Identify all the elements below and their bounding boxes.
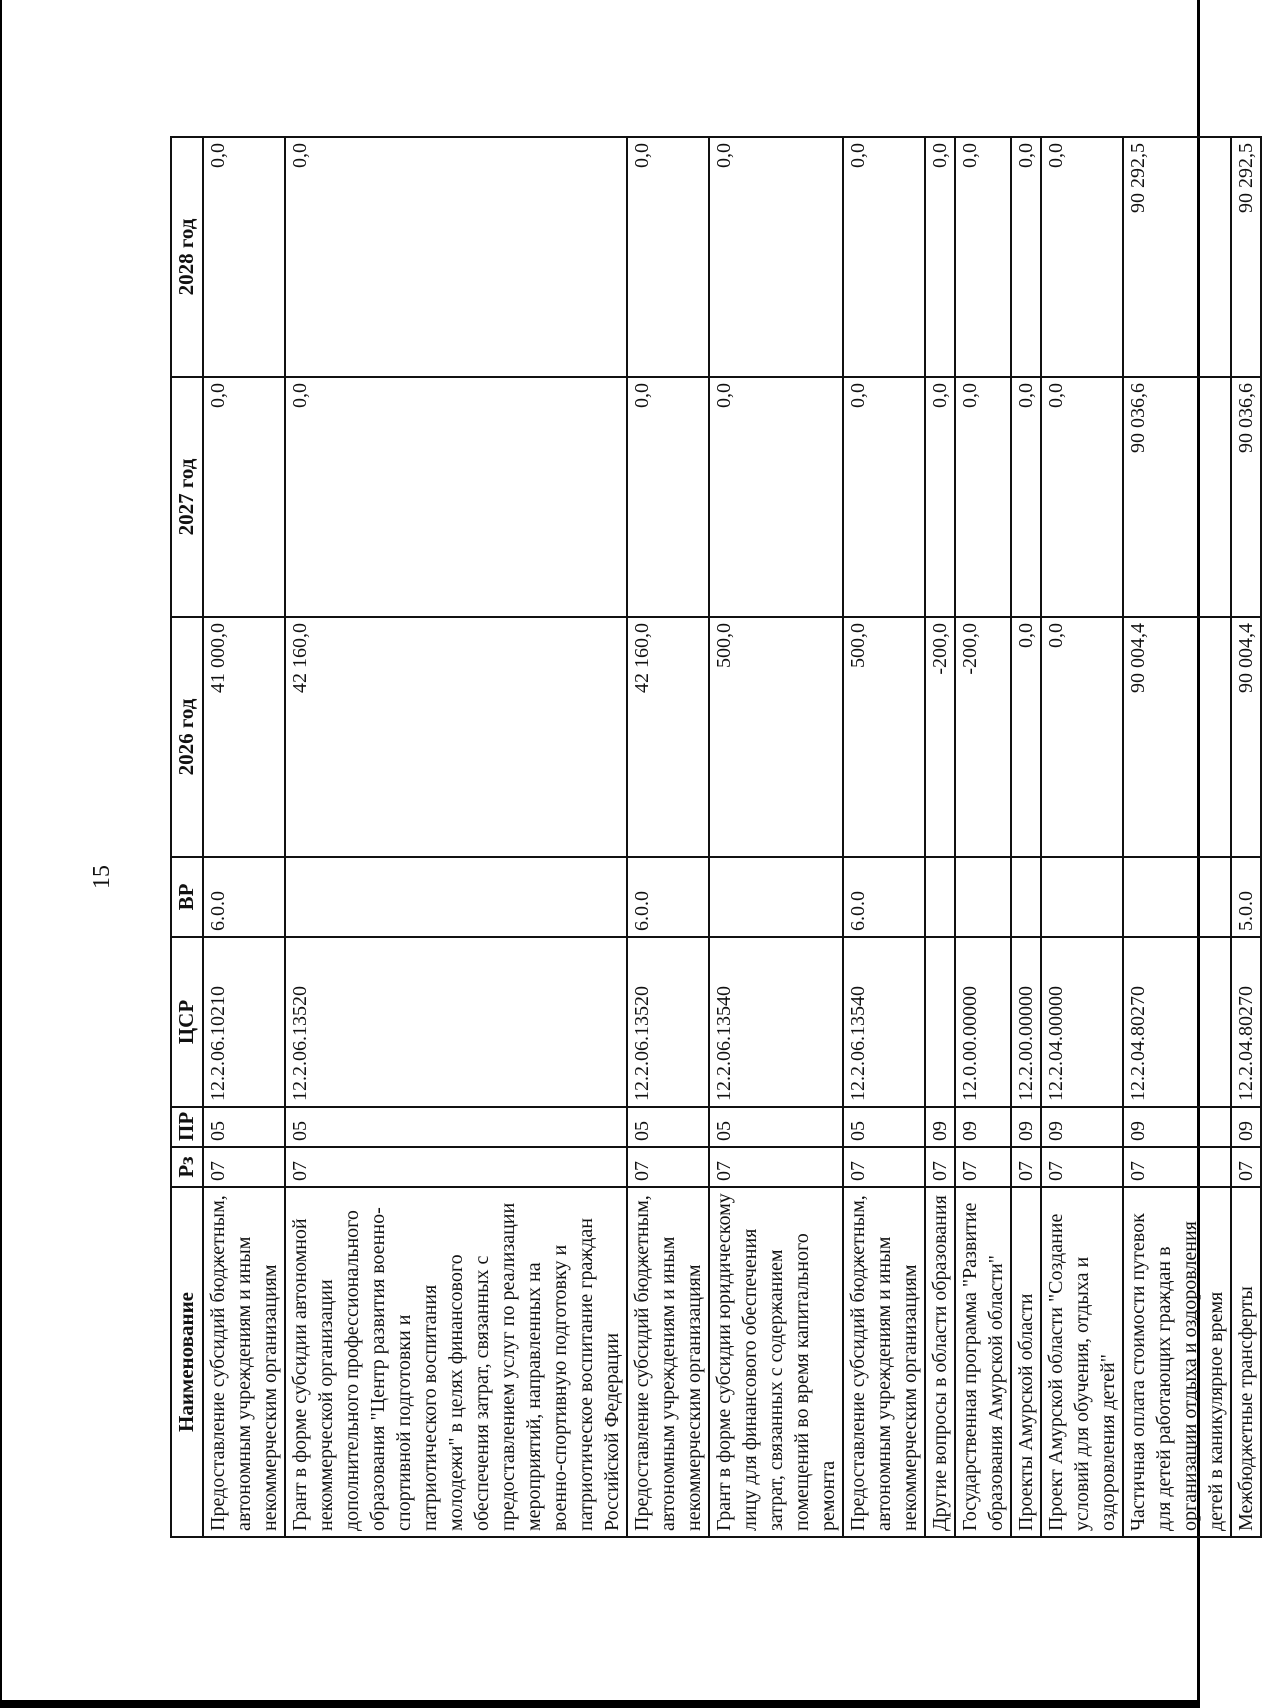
cell-2027: 0,0	[709, 377, 843, 617]
cell-2028: 90 292,5	[1123, 137, 1231, 377]
cell-rz: 07	[925, 1147, 955, 1187]
header-2027: 2027 год	[171, 377, 203, 617]
table-row	[285, 137, 627, 1537]
cell-name: Предоставление субсидий бюджетным, автономным учреждениям и иным некоммерческим организациям	[627, 1187, 709, 1537]
cell-rz: 07	[1123, 1147, 1231, 1187]
cell-vr: 6.0.0	[627, 857, 709, 937]
cell-csr: 12.2.06.10210	[203, 937, 285, 1107]
table-row	[709, 137, 843, 1537]
table-row	[843, 137, 925, 1537]
cell-csr: 12.2.06.13540	[843, 937, 925, 1107]
cell-2028: 0,0	[203, 137, 285, 377]
cell-2026: -200,0	[925, 617, 955, 857]
cell-2027: 0,0	[843, 377, 925, 617]
cell-rz: 07	[1231, 1147, 1261, 1187]
cell-vr	[1011, 857, 1041, 937]
cell-rz: 07	[709, 1147, 843, 1187]
table-row	[925, 137, 955, 1537]
cell-vr	[955, 857, 1011, 937]
header-pr: ПР	[171, 1107, 203, 1147]
cell-rz: 07	[627, 1147, 709, 1187]
cell-csr: 12.2.06.13520	[285, 937, 627, 1107]
cell-csr: 12.2.06.13520	[627, 937, 709, 1107]
cell-name: Предоставление субсидий бюджетным, автономным учреждениям и иным некоммерческим организациям	[843, 1187, 925, 1537]
cell-2026: 500,0	[709, 617, 843, 857]
cell-pr: 05	[627, 1107, 709, 1147]
cell-pr: 09	[1231, 1107, 1261, 1147]
cell-2027: 0,0	[1011, 377, 1041, 617]
cell-csr: 12.2.04.80270	[1123, 937, 1231, 1107]
cell-2026: 500,0	[843, 617, 925, 857]
cell-rz: 07	[1011, 1147, 1041, 1187]
cell-rz: 07	[203, 1147, 285, 1187]
cell-name: Проект Амурской области "Создание условий для обучения, отдыха и оздоровления детей"	[1041, 1187, 1123, 1537]
cell-2027: 0,0	[627, 377, 709, 617]
header-vr: ВР	[171, 857, 203, 937]
cell-pr: 09	[1123, 1107, 1231, 1147]
cell-rz: 07	[843, 1147, 925, 1187]
header-csr: ЦСР	[171, 937, 203, 1107]
cell-2026: 0,0	[1041, 617, 1123, 857]
page-number: 15	[89, 865, 115, 889]
cell-2028: 90 292,5	[1231, 137, 1261, 377]
cell-2026: 42 160,0	[285, 617, 627, 857]
cell-pr: 09	[1041, 1107, 1123, 1147]
cell-pr: 05	[203, 1107, 285, 1147]
cell-pr: 09	[1011, 1107, 1041, 1147]
cell-2027: 0,0	[925, 377, 955, 617]
cell-pr: 05	[843, 1107, 925, 1147]
header-2026: 2026 год	[171, 617, 203, 857]
cell-2026: 90 004,4	[1123, 617, 1231, 857]
cell-2027: 0,0	[203, 377, 285, 617]
cell-name: Предоставление субсидий бюджетным, автономным учреждениям и иным некоммерческим организациям	[203, 1187, 285, 1537]
header-name: Наименование	[171, 1187, 203, 1537]
cell-csr	[925, 937, 955, 1107]
cell-vr: 6.0.0	[843, 857, 925, 937]
table-row	[1041, 137, 1123, 1537]
cell-vr	[285, 857, 627, 937]
cell-name: Грант в форме субсидии автономной некоммерческой организации дополнительного профессионального образования "Центр развития военно-спортивной подготовки и патриотического воспитания молодежи" в целях финансового обеспечения затрат, связанных с предоставлением услуг по реализации мероприятий, направленных на военно-спортивную подготовку и патриотическое воспитание граждан Российской Федерации	[285, 1187, 627, 1537]
cell-2026: 41 000,0	[203, 617, 285, 857]
cell-csr: 12.2.04.80270	[1231, 937, 1261, 1107]
cell-2028: 0,0	[285, 137, 627, 377]
cell-name: Проекты Амурской области	[1011, 1187, 1041, 1537]
cell-2026: 90 004,4	[1231, 617, 1261, 857]
cell-2026: -200,0	[955, 617, 1011, 857]
cell-vr	[1123, 857, 1231, 937]
cell-2028: 0,0	[709, 137, 843, 377]
header-2028: 2028 год	[171, 137, 203, 377]
header-rz: Рз	[171, 1147, 203, 1187]
cell-vr	[709, 857, 843, 937]
cell-2027: 0,0	[955, 377, 1011, 617]
scan-border-bottom	[0, 1700, 1200, 1708]
table-row	[1231, 137, 1261, 1537]
budget-table	[170, 136, 1262, 1538]
cell-2027: 0,0	[285, 377, 627, 617]
cell-name: Грант в форме субсидии юридическому лицу для финансового обеспечения затрат, связанных с содержанием помещений во время капитального ремонта	[709, 1187, 843, 1537]
cell-2028: 0,0	[843, 137, 925, 377]
cell-2026: 42 160,0	[627, 617, 709, 857]
cell-rz: 07	[1041, 1147, 1123, 1187]
scan-border-left	[0, 0, 2, 1708]
cell-vr: 5.0.0	[1231, 857, 1261, 937]
cell-name: Государственная программа "Развитие образования Амурской области"	[955, 1187, 1011, 1537]
cell-csr: 12.2.04.00000	[1041, 937, 1123, 1107]
cell-vr	[1041, 857, 1123, 937]
cell-2027: 90 036,6	[1231, 377, 1261, 617]
cell-2028: 0,0	[1011, 137, 1041, 377]
cell-name: Частичная оплата стоимости путевок для детей работающих граждан в организации отдыха и оздоровления детей в каникулярное время	[1123, 1187, 1231, 1537]
cell-2027: 0,0	[1041, 377, 1123, 617]
cell-rz: 07	[285, 1147, 627, 1187]
cell-pr: 09	[925, 1107, 955, 1147]
cell-2028: 0,0	[955, 137, 1011, 377]
cell-pr: 09	[955, 1107, 1011, 1147]
table-header-row	[171, 137, 203, 1537]
cell-2026: 0,0	[1011, 617, 1041, 857]
cell-2028: 0,0	[1041, 137, 1123, 377]
cell-csr: 12.0.00.00000	[955, 937, 1011, 1107]
cell-pr: 05	[285, 1107, 627, 1147]
cell-csr: 12.2.00.00000	[1011, 937, 1041, 1107]
cell-rz: 07	[955, 1147, 1011, 1187]
table-row	[1123, 137, 1231, 1537]
table-row	[955, 137, 1011, 1537]
cell-vr	[925, 857, 955, 937]
cell-name: Межбюджетные трансферты	[1231, 1187, 1261, 1537]
cell-2028: 0,0	[627, 137, 709, 377]
cell-2027: 90 036,6	[1123, 377, 1231, 617]
table-row	[1011, 137, 1041, 1537]
table-row	[203, 137, 285, 1537]
cell-name: Другие вопросы в области образования	[925, 1187, 955, 1537]
rotated-table-container	[170, 138, 1257, 1538]
cell-pr: 05	[709, 1107, 843, 1147]
cell-csr: 12.2.06.13540	[709, 937, 843, 1107]
cell-vr: 6.0.0	[203, 857, 285, 937]
table-row	[627, 137, 709, 1537]
cell-2028: 0,0	[925, 137, 955, 377]
